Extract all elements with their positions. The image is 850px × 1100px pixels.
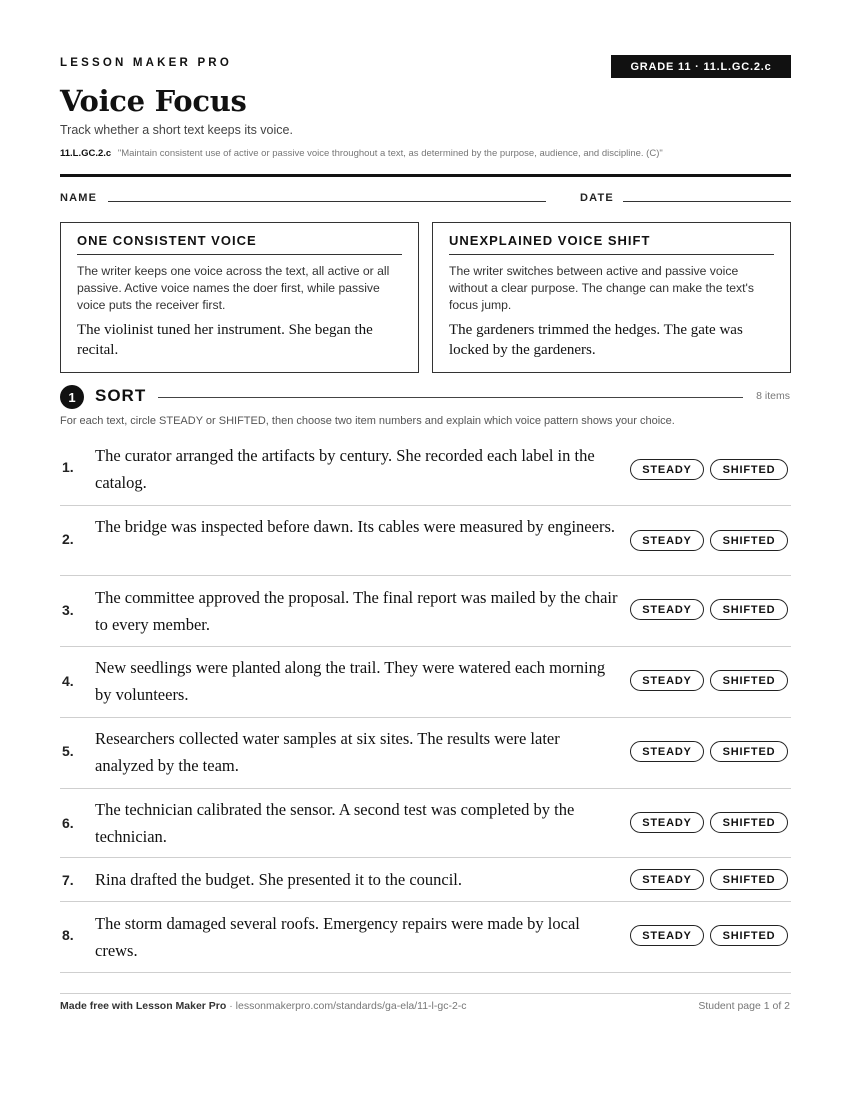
grade-standard-badge: GRADE 11 · 11.L.GC.2.c <box>611 55 791 78</box>
standard-text: "Maintain consistent use of active or passive voice throughout a text, as determined by the purpose, audience, and discipline. (C)" <box>117 148 663 159</box>
item-text: The bridge was inspected before dawn. Its cables were measured by engineers. <box>95 517 615 536</box>
section-divider <box>158 397 743 398</box>
box-example: The violinist tuned her instrument. She began the recital. <box>77 322 373 358</box>
steady-choice[interactable]: STEADY <box>630 741 704 762</box>
standard-line <box>60 148 663 159</box>
section-number-badge: 1 <box>60 385 84 409</box>
item-number: 6. <box>62 815 74 831</box>
item-count: 8 items <box>756 390 790 402</box>
page-subtitle: Track whether a short text keeps its voice. <box>60 123 293 137</box>
shifted-choice[interactable]: SHIFTED <box>710 812 788 833</box>
shifted-choice[interactable]: SHIFTED <box>710 741 788 762</box>
box-example: The gardeners trimmed the hedges. The gate was locked by the gardeners. <box>449 322 743 358</box>
list-item <box>60 506 791 576</box>
item-text: The committee approved the proposal. The final report was mailed by the chair to every member. <box>95 588 618 634</box>
item-number: 3. <box>62 602 74 618</box>
shifted-choice[interactable]: SHIFTED <box>710 459 788 480</box>
item-number: 1. <box>62 459 74 475</box>
item-number: 2. <box>62 531 74 547</box>
steady-choice[interactable]: STEADY <box>630 925 704 946</box>
steady-choice[interactable]: STEADY <box>630 530 704 551</box>
item-text: The technician calibrated the sensor. A second test was completed by the technician. <box>95 800 575 846</box>
list-item <box>60 789 791 858</box>
item-number: 5. <box>62 743 74 759</box>
shifted-choice[interactable]: SHIFTED <box>710 869 788 890</box>
section-instructions: For each text, circle STEADY or SHIFTED, then choose two item numbers and explain which voice pattern shows your choice. <box>60 415 675 427</box>
list-item <box>60 858 791 902</box>
name-field[interactable] <box>108 201 546 202</box>
box-title: ONE CONSISTENT VOICE <box>77 233 402 255</box>
name-label: NAME <box>60 192 98 204</box>
page-title: Voice Focus <box>60 84 247 118</box>
shifted-choice[interactable]: SHIFTED <box>710 530 788 551</box>
box-description: The writer switches between active and passive voice without a clear purpose. The change can make the text's focus jump. <box>449 264 754 312</box>
box-title: UNEXPLAINED VOICE SHIFT <box>449 233 774 255</box>
date-label: DATE <box>580 192 614 204</box>
definition-box-consistent <box>60 222 419 373</box>
item-number: 8. <box>62 927 74 943</box>
footer-url[interactable]: lessonmakerpro.com/standards/ga-ela/11-l-gc-2-c <box>235 1000 467 1012</box>
definition-box-shift <box>432 222 791 373</box>
steady-choice[interactable]: STEADY <box>630 599 704 620</box>
list-item <box>60 434 791 506</box>
steady-choice[interactable]: STEADY <box>630 812 704 833</box>
footer-credit <box>60 1000 467 1012</box>
date-field[interactable] <box>623 201 791 202</box>
page-indicator: Student page 1 of 2 <box>698 1000 790 1012</box>
item-text: Researchers collected water samples at six sites. The results were later analyzed by the team. <box>95 729 560 775</box>
brand-name: LESSON MAKER PRO <box>60 57 232 69</box>
header-divider <box>60 174 791 177</box>
section-title: SORT <box>95 386 147 405</box>
steady-choice[interactable]: STEADY <box>630 459 704 480</box>
item-text: The curator arranged the artifacts by century. She recorded each label in the catalog. <box>95 446 595 492</box>
footer-divider <box>60 993 791 994</box>
footer-made-with: Made free with Lesson Maker Pro <box>60 1000 227 1012</box>
list-item <box>60 902 791 973</box>
item-number: 7. <box>62 872 74 888</box>
list-item <box>60 576 791 647</box>
list-item <box>60 718 791 789</box>
item-text: The storm damaged several roofs. Emergency repairs were made by local crews. <box>95 914 580 960</box>
item-text: New seedlings were planted along the trail. They were watered each morning by volunteers. <box>95 658 606 704</box>
steady-choice[interactable]: STEADY <box>630 670 704 691</box>
list-item <box>60 647 791 718</box>
steady-choice[interactable]: STEADY <box>630 869 704 890</box>
box-description: The writer keeps one voice across the text, all active or all passive. Active voice names the doer first, while passive voice puts the receiver first. <box>77 264 390 312</box>
shifted-choice[interactable]: SHIFTED <box>710 670 788 691</box>
standard-code: 11.L.GC.2.c <box>60 148 112 159</box>
shifted-choice[interactable]: SHIFTED <box>710 599 788 620</box>
footer-separator: · <box>226 1000 236 1012</box>
shifted-choice[interactable]: SHIFTED <box>710 925 788 946</box>
item-number: 4. <box>62 673 74 689</box>
item-text: Rina drafted the budget. She presented it to the council. <box>95 870 463 889</box>
